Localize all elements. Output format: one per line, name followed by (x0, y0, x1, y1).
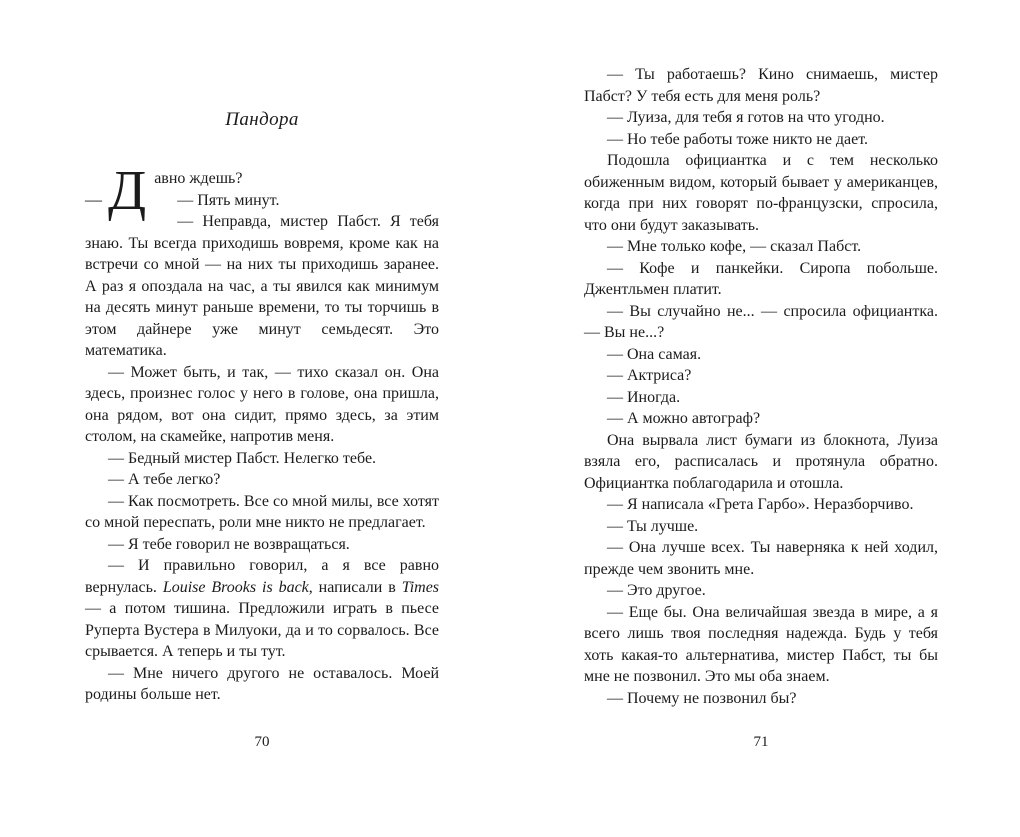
dropcap-letter: Д (108, 160, 147, 222)
paragraph (85, 555, 439, 663)
text-run: — Вы случайно не... — спросила официантка. — Вы не...? (584, 302, 938, 341)
text-run: — Неправда, мистер Пабст. Я тебя знаю. Ты всегда приходишь вовремя, кроме как на встречи со мной — на них ты приходишь заранее. А раз я опоздала на час, а ты явился как минимум на десять минут раньше времени, то ты торчишь в этом дайнере уже минут семьдесят. Это математика. (85, 213, 439, 359)
text-run: Она вырвала лист бумаги из блокнота, Луиза взяла его, расписалась и протянула обратно. Официантка поблагодарила и отошла. (584, 431, 938, 492)
text-run: — Актриса? (607, 367, 692, 384)
page-number-right: 71 (753, 734, 769, 750)
paragraph (584, 580, 938, 602)
text-run: , написали в (308, 578, 402, 596)
text-run: — Я написала «Грета Гарбо». Неразборчиво. (607, 496, 914, 513)
paragraph (85, 469, 439, 491)
paragraph (584, 516, 938, 538)
paragraph (85, 362, 439, 448)
text-run: — Но тебе работы тоже никто не дает. (607, 130, 869, 148)
text-run: — Я тебе говорил не возвращаться. (108, 535, 350, 553)
paragraph (584, 365, 938, 387)
page-left (85, 108, 439, 706)
text-run: — Мне только кофе, — сказал Пабст. (607, 238, 862, 255)
paragraph (85, 211, 439, 362)
paragraph (584, 387, 938, 409)
chapter-title: Пандора (225, 109, 299, 130)
italic-run: Times (401, 578, 440, 596)
text-run: — Она самая. (607, 345, 702, 363)
paragraph (584, 107, 938, 129)
text-run: — Может быть, и так, — тихо сказал он. Она здесь, произнес голос у него в голове, она пришла, она рядом, вот она сидит, прямо здесь, за этим столом, на скамейке, напротив меня. (85, 363, 439, 445)
paragraph (85, 663, 439, 706)
text-run: — Бедный мистер Пабст. Нелегко тебе. (108, 449, 377, 467)
paragraph (584, 494, 938, 516)
text-run: Подошла официантка и с тем несколько обиженным видом, который бывает у американцев, когда при них говорят по-французски, спросила, что они будут заказывать. (584, 152, 938, 234)
paragraph (584, 537, 938, 580)
text-run: — Кофе и панкейки. Сиропа побольше. Джентльмен платит. (584, 259, 938, 298)
paragraph (584, 602, 938, 688)
text-run: — Как посмотреть. Все со мной милы, все хотят со мной переспать, роли мне никто не предлагает. (85, 492, 439, 531)
text-run: — Иногда. (607, 388, 681, 406)
page-right (584, 64, 938, 709)
page-left-text (85, 160, 440, 706)
paragraph (584, 258, 938, 301)
paragraph (584, 408, 938, 430)
paragraph (584, 236, 938, 258)
dropcap-dash: — (85, 190, 102, 209)
text-run: — Ты работаешь? Кино снимаешь, мистер Пабст? У тебя есть для меня роль? (584, 66, 938, 105)
text-run: — Она лучше всех. Ты наверняка к ней ходил, прежде чем звонить мне. (584, 539, 938, 578)
text-run: — А можно автограф? (607, 410, 761, 427)
paragraph (584, 150, 938, 236)
italic-run: Louise Brooks is back (162, 578, 309, 596)
page-number-left: 70 (254, 734, 270, 750)
text-run: — А тебе легко? (108, 471, 221, 488)
text-run: — Почему не позвонил бы? (607, 689, 797, 707)
dropcap (85, 160, 147, 222)
paragraph (584, 430, 938, 495)
text-run: — Луиза, для тебя я готов на что угодно. (607, 109, 885, 126)
paragraph (85, 534, 439, 556)
paragraph (85, 491, 439, 534)
paragraph: — Д авно ждешь? (85, 160, 243, 222)
paragraph (584, 129, 938, 151)
paragraph (584, 344, 938, 366)
text-run: — Это другое. (607, 582, 706, 599)
text-run: — Пять минут. (177, 191, 280, 209)
text-run: — а потом тишина. Предложили играть в пьесе Руперта Вустера в Милуоки, да и то сорвалось. Все срывается. А теперь и ты тут. (85, 600, 439, 660)
paragraph (85, 448, 439, 470)
text-run: — И правильно говорил, а я все равно вернулась. (85, 557, 439, 596)
paragraph (584, 301, 938, 344)
text-run: — Еще бы. Она величайшая звезда в мире, а я всего лишь твоя последняя надежда. Будь у тебя хоть какая-то альтернатива, мистер Пабст, ты бы мне не позвонил. Это мы оба знаем. (584, 603, 938, 685)
text-run: — Мне ничего другого не оставалось. Моей родины больше нет. (85, 664, 439, 703)
paragraph (584, 64, 938, 107)
paragraph (584, 688, 938, 710)
page-right-text (584, 64, 938, 709)
text-run: — Ты лучше. (607, 517, 699, 535)
